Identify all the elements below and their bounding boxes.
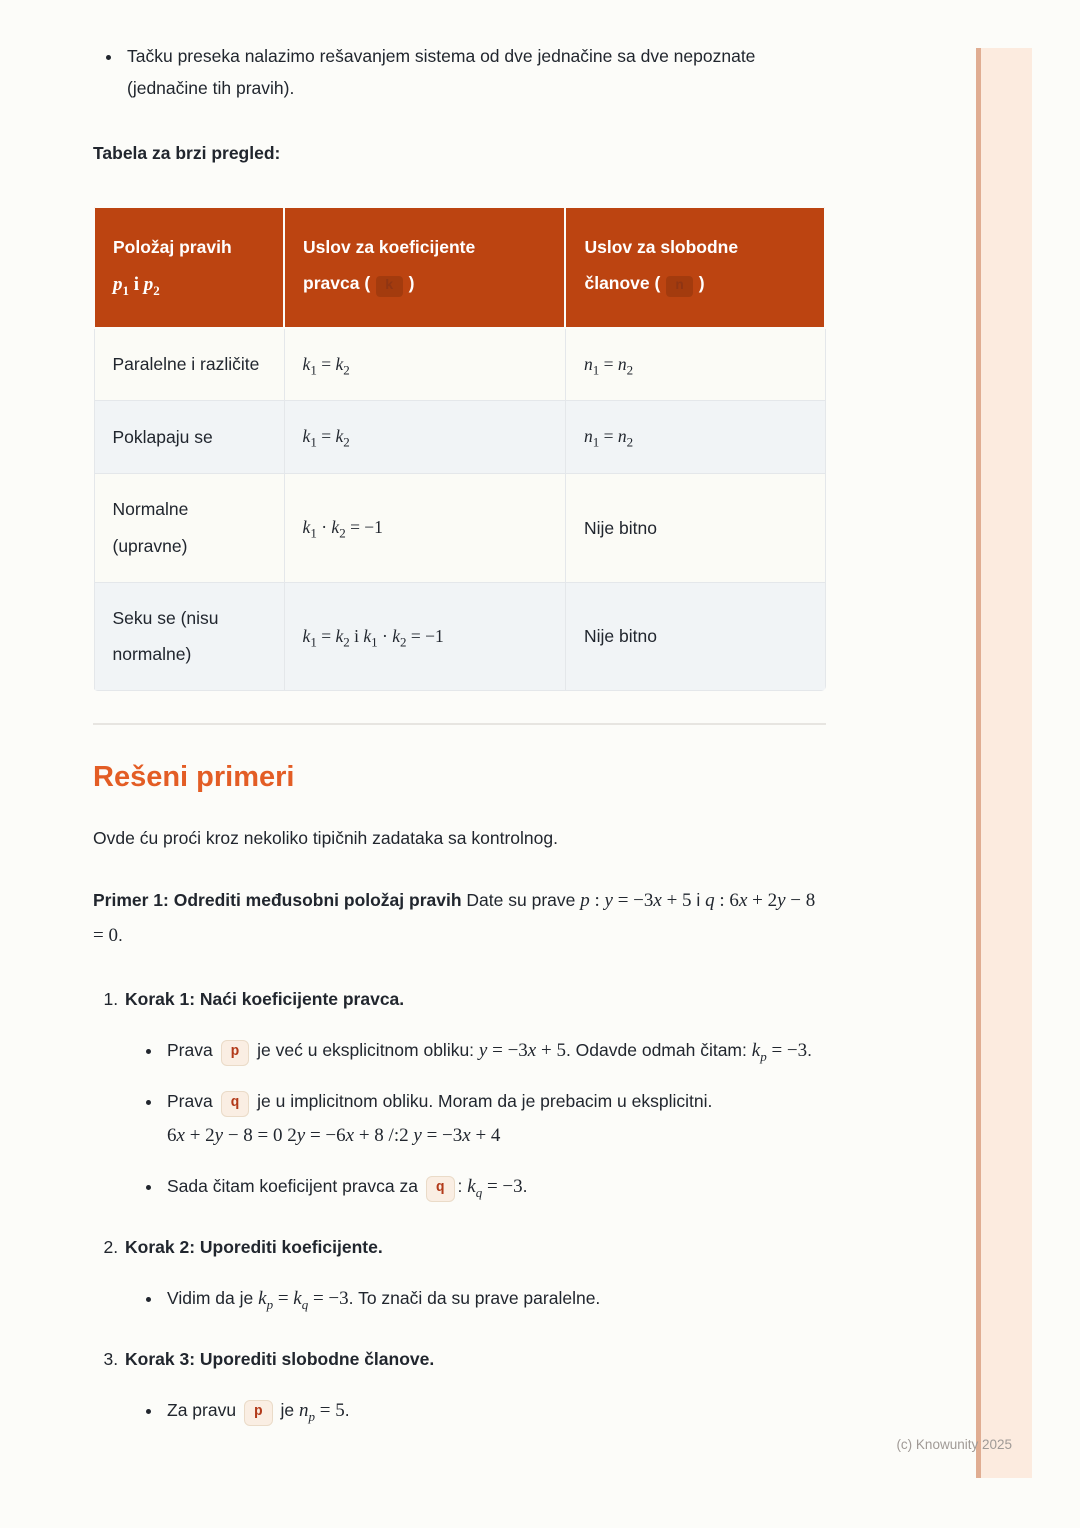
cell-position: Poklapaju se xyxy=(94,401,284,474)
intro-bullet: • Tačku preseka nalazimo rešavanjem sistema od dve jednačine sa dve nepoznate (jednačine tih pravih). xyxy=(123,40,826,105)
quick-overview-table xyxy=(93,206,826,691)
inline-code-badge: q xyxy=(426,1176,455,1202)
intro-bullet-list xyxy=(93,40,826,105)
section-divider xyxy=(93,723,826,725)
step-bullet: • Prava p je već u eksplicitnom obliku: y = −3x + 5. Odavde odmah čitam: $k_p = -3$. xyxy=(163,1033,826,1069)
header-cell-position xyxy=(94,207,284,328)
k-chip: k xyxy=(376,276,402,298)
step-title: Korak 1: Naći koeficijente pravca. xyxy=(125,988,405,1009)
math-expression: $n_p = 5$ xyxy=(299,1400,345,1425)
step-item-1 xyxy=(123,983,826,1205)
math-expression: $k_q = -3$ xyxy=(467,1175,523,1200)
copyright-notice: (c) Knowunity 2025 xyxy=(896,1437,1012,1452)
cell-n-condition: $n_1 = n_2$ xyxy=(565,401,825,474)
header-subtitle-math: $p_1$ i $p_2$ xyxy=(113,273,160,298)
examples-intro: Ovde ću proći kroz nekoliko tipičnih zadataka sa kontrolnog. xyxy=(93,828,558,849)
math-expression: p : y = −3x + 5 xyxy=(580,889,692,911)
table-row xyxy=(94,474,825,583)
decorative-side-stripe xyxy=(976,48,1032,1478)
cell-position: Seku se (nisu normalne) xyxy=(94,582,284,691)
header-line2: pravca ( k ) xyxy=(303,273,414,293)
table-row xyxy=(94,582,825,691)
step-bullet: • Prava q je u implicitnom obliku. Moram da je prebacim u eksplicitni. 6x + 2y − 8 = 0 2y = −6x + 8 /:2 y = −3x + 4 xyxy=(163,1085,826,1153)
step-item-2 xyxy=(123,1231,826,1317)
header-title: Uslov za koeficijente xyxy=(303,236,476,257)
cell-k-condition: $k_1 \cdot k_2 = -1$ xyxy=(284,474,565,583)
steps-list xyxy=(93,983,826,1429)
table-row xyxy=(94,328,825,401)
inline-code-badge: q xyxy=(221,1091,250,1117)
cell-position: Normalne (upravne) xyxy=(94,474,284,583)
step1-bullets xyxy=(125,1033,826,1205)
cell-position: Paralelne i različite xyxy=(94,328,284,401)
math-expression: q : 6x + 2y − 8 = 0 xyxy=(93,889,816,946)
step-bullet: • Za pravu p je $n_p = 5$. xyxy=(163,1393,826,1429)
header-title: Položaj pravih xyxy=(113,236,232,257)
inline-code-badge: p xyxy=(221,1040,250,1066)
math-expression: $k_p = -3$ xyxy=(751,1040,808,1064)
header-title: Uslov za slobodne xyxy=(584,236,739,257)
bold-lead: Primer 1: Odrediti međusobni položaj pravih xyxy=(93,889,462,910)
content-area xyxy=(93,40,826,1429)
cell-k-condition: $k_1 = k_2$ i $k_1 \cdot k_2 = -1$ xyxy=(284,582,565,691)
cell-n-condition: Nije bitno xyxy=(565,582,825,691)
header-cell-n-condition xyxy=(565,207,825,328)
cell-k-condition: $k_1 = k_2$ xyxy=(284,401,565,474)
math-expression: 6x + 2y − 8 = 0 2y = −6x + 8 /:2 y = −3x + 4 xyxy=(167,1124,501,1146)
math-expression: y = −3x + 5 xyxy=(478,1040,566,1062)
examples-heading: Rešeni primeri xyxy=(93,761,295,794)
cell-n-condition: Nije bitno xyxy=(565,474,825,583)
table-section-label: Tabela za brzi pregled: xyxy=(93,142,281,163)
step-item-3 xyxy=(123,1343,826,1429)
header-line2: članove ( n ) xyxy=(584,273,704,293)
table-row xyxy=(94,401,825,474)
cell-n-condition: $n_1 = n_2$ xyxy=(565,328,825,401)
table-header xyxy=(94,207,825,328)
inline-code-badge: p xyxy=(244,1400,273,1426)
step-title: Korak 2: Uporediti koeficijente. xyxy=(125,1236,383,1257)
math-expression: $k_p = k_q = -3$ xyxy=(258,1288,349,1312)
step2-bullets xyxy=(125,1281,826,1317)
step-title: Korak 3: Uporediti slobodne članove. xyxy=(125,1348,435,1369)
cell-k-condition: $k_1 = k_2$ xyxy=(284,328,565,401)
step3-bullets xyxy=(125,1393,826,1429)
step-bullet: • Vidim da je $k_p = k_q = -3$. To znači da su prave paralelne. xyxy=(163,1281,826,1317)
n-chip: n xyxy=(666,276,692,298)
step-bullet: • Sada čitam koeficijent pravca za q : $k_q = -3$. xyxy=(163,1169,826,1205)
header-cell-k-condition xyxy=(284,207,565,328)
quick-overview-table-wrap xyxy=(93,206,826,691)
primer1-paragraph: Primer 1: Odrediti međusobni položaj pravih Date su prave p : y = −3x + 5 i q : 6x + 2y − 8 = 0. xyxy=(93,889,816,946)
